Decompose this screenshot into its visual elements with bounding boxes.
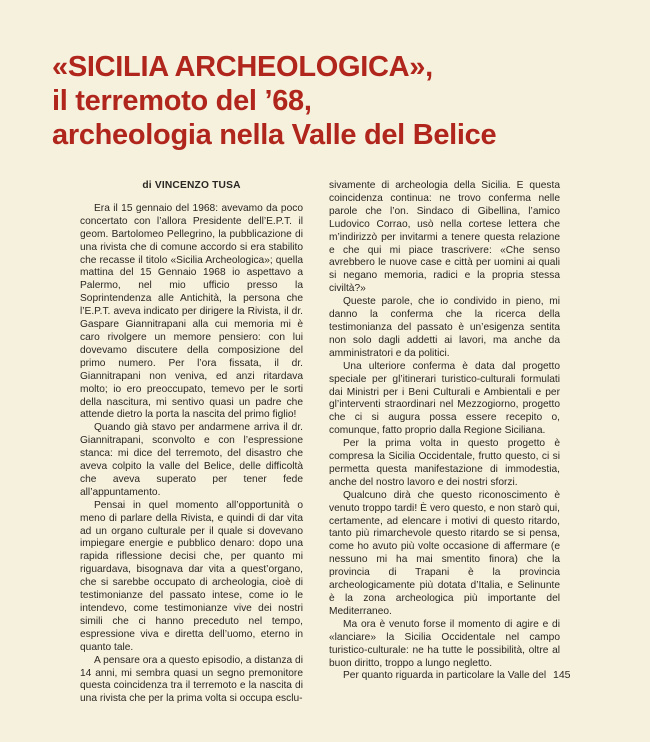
paragraph: Una ulteriore conferma è data dal progetto speciale per gl’itinerari turistico-culturali formulati dai Ministri per i Beni Culturali e Ambientali e per gl’interventi straordinari nel Mezzogiorno, progetto che ci si augura possa essere recepito o, comunque, fatto proprio dalla Regione Siciliana.: [329, 360, 560, 437]
paragraph: Quando già stavo per andarmene arriva il dr. Giannitrapani, sconvolto e con l’espressione stanca: mi dice del terremoto, del disastro che aveva colpito la valle del Belice, delle difficoltà che aveva superato per tener fede all’appuntamento.: [80, 422, 303, 498]
title-line-1: «SICILIA ARCHEOLOGICA»,: [52, 51, 433, 83]
left-column: [80, 180, 303, 706]
paragraph: Per quanto riguarda in particolare la Valle del: [343, 670, 547, 682]
byline: di VINCENZO TUSA: [142, 180, 241, 191]
page-number: 145: [553, 669, 571, 681]
article-title: [52, 50, 622, 152]
title-line-3: archeologia nella Valle del Belice: [52, 119, 497, 151]
paragraph: A pensare ora a questo episodio, a distanza di 14 anni, mi sembra quasi un segno premonitore questa coincidenza tra il terremoto e la nascita di una rivista che per la prima volta si occupa esclu-: [80, 654, 303, 705]
paragraph: Pensai in quel momento all’opportunità o meno di parlare della Rivista, e quindi di dar vita ad un organo culturale per il quale si dovevano impiegare energie e pubblico denaro: dopo una rapida riflessione decisi che, per quanto mi riguardava, bisognava dar vita a quest’organo, che si sarebbe occupato di archeologia, cioè di testimonianze del passato intese, come io le intendevo, come testimonianze vive dei nostri simili che ci hanno preceduto nel tempo, espressione viva e diretta dell’uomo, eterno in quanto tale.: [80, 499, 303, 653]
paragraph: Ma ora è venuto forse il momento di agire e di «lanciare» la Sicilia Occidentale nel campo turistico-culturale: ne ha tutte le possibilità, oltre al buon diritto, troppo a lungo negletto.: [329, 618, 560, 669]
paragraph: Queste parole, che io condivido in pieno, mi danno la conferma che la ricerca della testimonianza del passato è un’esigenza sentita non solo dagli addetti ai lavori, ma anche da amministratori e da politici.: [329, 296, 560, 359]
paragraph: Per la prima volta in questo progetto è compresa la Sicilia Occidentale, frutto questo, ci si permetta questa manifestazione di immodestia, anche del nostro lavoro e dei nostri sforzi.: [329, 438, 560, 488]
right-column: [329, 180, 560, 683]
title-line-2: il terremoto del ’68,: [52, 85, 312, 117]
paragraph: Era il 15 gennaio del 1968: avevamo da poco concertato con l’allora Presidente dell’E.P.T. il geom. Bartolomeo Pellegrino, la pubblicazione di una rivista che di comune accordo si era stabilito che recasse il titolo «Sicilia Archeologica»; quella mattina del 15 Gennaio 1968 io aspettavo a Palermo, nel mio ufficio presso la Soprintendenza alle Antichità, la persona che l’E.P.T. aveva indicato per dirigere la Rivista, il dr. Gaspare Giannitrapani alla cui memoria mi è caro rivolgere un memore pensiero: con lui dovevamo discutere della composizione del primo numero. Per l’ora fissata, il dr. Giannitrapani non veniva, ed anzi ritardava molto; io ero preoccupato, temevo per le sorti della nascitura, mi sentivo quasi un padre che attende dietro la porta la nascita del primo figlio!: [80, 202, 303, 421]
paragraph-continuation: sivamente di archeologia della Sicilia. E questa coincidenza continua: ne trovo conferma nelle parole che l’on. Sindaco di Gibellina, l’amico Ludovico Corrao, usò nella cortese lettera che m’indirizzò per invitarmi a tenere questa relazione e che qui mi piace trascrivere: «Che senso avrebbero le nuove case e città per uomini ai quali si negano memoria, radici e la propria stessa civiltà?»: [329, 180, 560, 295]
paragraph: Qualcuno dirà che questo riconoscimento è venuto troppo tardi! È vero questo, e non starò qui, certamente, ad elencare i motivi di questo ritardo, tanto più rimarchevole questo ritardo se si pensa, come ho avuto più volte occasione di affermare (e nessuno mi ha mai smentito finora) che la provincia di Trapani è la provincia archeologicamente più dotata d’Italia, e Selinunte è la zona archeologica più importante del Mediterraneo.: [329, 489, 560, 617]
